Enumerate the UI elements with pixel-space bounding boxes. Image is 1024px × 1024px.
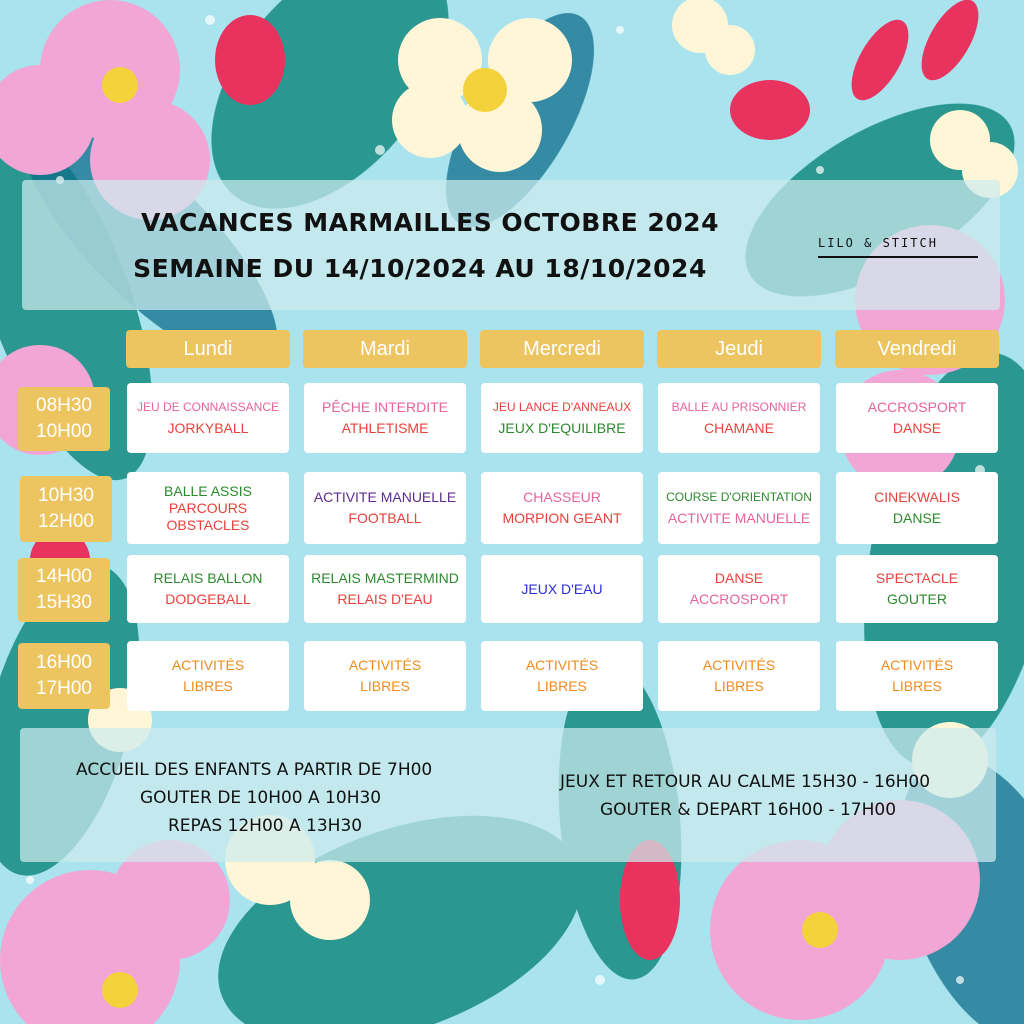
- activity-cell-jeudi-slot-4: [658, 641, 820, 711]
- activity-cell-lundi-slot-1: [127, 383, 289, 453]
- time-end: 10H00: [36, 421, 92, 442]
- activity-label: DODGEBALL: [165, 591, 251, 607]
- day-header-lundi: Lundi: [126, 330, 290, 368]
- time-start: 16H00: [36, 652, 92, 673]
- time-end: 15H30: [36, 592, 92, 613]
- activity-label: ACTIVITÉS: [171, 657, 245, 673]
- activity-cell-jeudi-slot-2: [658, 472, 820, 544]
- activity-cell-lundi-slot-4: [127, 641, 289, 711]
- activity-label: SPECTACLE: [875, 570, 959, 586]
- activity-label: ACTIVITÉS: [702, 657, 776, 673]
- time-end: 12H00: [38, 511, 94, 532]
- activity-cell-lundi-slot-2: [127, 472, 289, 544]
- time-slot-2: [20, 476, 112, 542]
- activity-label: JORKYBALL: [167, 420, 249, 436]
- activity-label: JEU LANCE D'ANNEAUX: [492, 400, 632, 414]
- theme-label: LILO & STITCH: [818, 236, 978, 258]
- activity-cell-mardi-slot-2: [304, 472, 466, 544]
- time-start: 08H30: [36, 395, 92, 416]
- activity-label: PÊCHE INTERDITE: [321, 399, 448, 415]
- title-line-1: VACANCES MARMAILLES OCTOBRE 2024: [141, 208, 719, 237]
- activity-label: COURSE D'ORIENTATION: [666, 490, 812, 504]
- activity-label: ACCROSPORT: [689, 591, 789, 607]
- activity-label: LIBRES: [892, 678, 942, 694]
- activity-cell-mardi-slot-1: [304, 383, 466, 453]
- activity-label: BALLE AU PRISONNIER: [671, 400, 807, 414]
- day-header-mardi: Mardi: [303, 330, 467, 368]
- activity-label: ACTIVITÉS: [348, 657, 422, 673]
- activity-label: RELAIS BALLON: [153, 570, 263, 586]
- activity-label: RELAIS D'EAU: [337, 591, 433, 607]
- activity-cell-mercredi-slot-4: [481, 641, 643, 711]
- activity-label: RELAIS MASTERMIND: [311, 570, 459, 586]
- activity-label: LIBRES: [183, 678, 233, 694]
- activity-label: FOOTBALL: [348, 510, 422, 526]
- activity-label: OBSTACLES: [166, 516, 250, 533]
- activity-cell-vendredi-slot-1: [836, 383, 998, 453]
- activity-label: JEU DE CONNAISSANCE: [136, 400, 280, 414]
- activity-cell-lundi-slot-3: [127, 555, 289, 623]
- activity-cell-mercredi-slot-2: [481, 472, 643, 544]
- activity-cell-mercredi-slot-1: [481, 383, 643, 453]
- activity-cell-jeudi-slot-1: [658, 383, 820, 453]
- activity-cell-vendredi-slot-4: [836, 641, 998, 711]
- info-departure: GOUTER & DEPART 16H00 - 17H00: [600, 800, 897, 820]
- activity-cell-vendredi-slot-3: [836, 555, 998, 623]
- time-end: 17H00: [36, 678, 92, 699]
- activity-label: DANSE: [892, 510, 942, 526]
- title-line-2: SEMAINE DU 14/10/2024 AU 18/10/2024: [133, 254, 707, 283]
- activity-label: DANSE: [714, 570, 764, 586]
- activity-label: BALLE ASSIS: [164, 482, 252, 499]
- time-slot-4: [18, 643, 110, 709]
- activity-label: CHASSEUR: [523, 489, 601, 505]
- day-header-jeudi: Jeudi: [657, 330, 821, 368]
- time-start: 10H30: [38, 485, 94, 506]
- activity-label: GOUTER: [887, 591, 947, 607]
- activity-label: ACTIVITE MANUELLE: [667, 510, 811, 526]
- activity-label: ACCROSPORT: [867, 399, 967, 415]
- info-calm-time: JEUX ET RETOUR AU CALME 15H30 - 16H00: [560, 772, 931, 792]
- activity-label: PARCOURS: [168, 499, 248, 516]
- activity-label: CINEKWALIS: [874, 489, 960, 505]
- activity-label: ACTIVITÉS: [880, 657, 954, 673]
- activity-label: ACTIVITÉS: [525, 657, 599, 673]
- time-slot-3: [18, 558, 110, 622]
- info-arrival: ACCUEIL DES ENFANTS A PARTIR DE 7H00: [76, 760, 433, 780]
- activity-cell-mardi-slot-4: [304, 641, 466, 711]
- activity-label: LIBRES: [537, 678, 587, 694]
- day-header-vendredi: Vendredi: [835, 330, 999, 368]
- activity-label: ATHLETISME: [341, 420, 429, 436]
- info-lunch: REPAS 12H00 A 13H30: [168, 816, 363, 836]
- activity-cell-jeudi-slot-3: [658, 555, 820, 623]
- activity-cell-mardi-slot-3: [304, 555, 466, 623]
- activity-label: LIBRES: [714, 678, 764, 694]
- day-header-mercredi: Mercredi: [480, 330, 644, 368]
- time-slot-1: [18, 387, 110, 451]
- activity-label: MORPION GEANT: [502, 510, 622, 526]
- activity-cell-mercredi-slot-3: [481, 555, 643, 623]
- info-snack-morning: GOUTER DE 10H00 A 10H30: [140, 788, 382, 808]
- activity-label: LIBRES: [360, 678, 410, 694]
- activity-label: JEUX D'EAU: [521, 580, 603, 597]
- activity-label: JEUX D'EQUILIBRE: [498, 420, 626, 436]
- activity-label: ACTIVITE MANUELLE: [313, 489, 457, 505]
- activity-label: CHAMANE: [703, 420, 774, 436]
- time-start: 14H00: [36, 566, 92, 587]
- activity-cell-vendredi-slot-2: [836, 472, 998, 544]
- activity-label: DANSE: [892, 420, 942, 436]
